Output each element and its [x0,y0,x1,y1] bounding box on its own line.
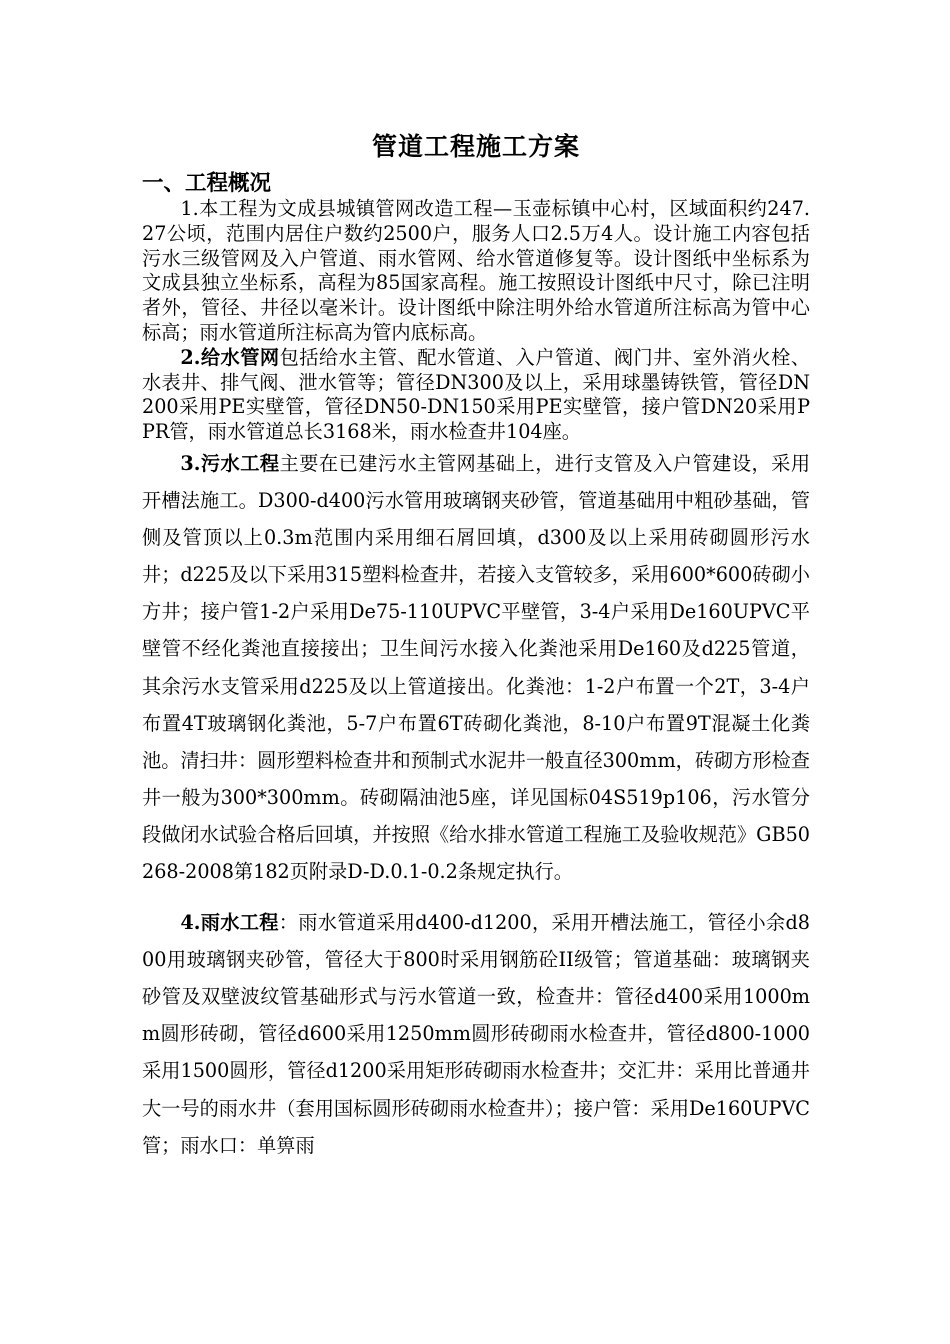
paragraph-rainwater [142,904,810,1164]
sewage-text: 主要在已建污水主管网基础上，进行支管及入户管建设，采用开槽法施工。D300-d400污水管用玻璃钢夹砂管，管道基础用中粗砂基础，管侧及管顶以上0.3m范围内采用细石屑回填，d300及以上采用砖砌圆形污水井；d225及以下采用315塑料检查井，若接入支管较多，采用600*600砖砌小方井；接户管1-2户采用De75-110UPVC平壁管，3-4户采用De160UPVC平壁管不经化粪池直接接出；卫生间污水接入化粪池采用De160及d225管道，其余污水支管采用d225及以上管道接出。化粪池：1-2户布置一个2T，3-4户布置4T玻璃钢化粪池，5-7户布置6T砖砌化粪池，8-10户布置9T混凝土化粪池。清扫井：圆形塑料检查井和预制式水泥井一般直径300mm，砖砌方形检查井一般为300*300mm。砖砌隔油池5座，详见国标04S519p106，污水管分段做闭水试验合格后回填，并按照《给水排水管道工程施工及验收规范》GB50268-2008第182页附录D-D.0.1-0.2条规定执行。 [142,451,811,883]
paragraph-sewage [142,445,810,890]
paragraph-project-overview: 1.本工程为文成县城镇管网改造工程—玉壶标镇中心村，区域面积约247.27公顷，范围内居住户数约2500户，服务人口2.5万4人。设计施工内容包括污水三级管网及入户管道、雨水管网、给水管道修复等。设计图纸中坐标系为文成县独立坐标系，高程为85国家高程。施工按照设计图纸中尺寸，除已注明者外，管径、井径以毫米计。设计图纸中除注明外给水管道所注标高为管中心标高；雨水管道所注标高为管内底标高。 [142,197,810,344]
rainwater-text: ：雨水管道采用d400-d1200，采用开槽法施工，管径小余d800用玻璃钢夹砂管，管径大于800时采用钢筋砼II级管；管道基础：玻璃钢夹砂管及双壁波纹管基础形式与污水管道一致，检查井：管径d400采用1000mm圆形砖砌，管径d600采用1250mm圆形砖砌雨水检查井，管径d800-1000采用1500圆形，管径d1200采用矩形砖砌雨水检查井；交汇井：采用比普通井大一号的雨水井（套用国标圆形砖砌雨水检查井）；接户管：采用De160UPVC管；雨水口：单箅雨 [142,911,811,1157]
water-supply-heading: 2.给水管网 [180,345,280,369]
paragraph-water-supply [142,346,810,445]
document-page [142,130,810,1164]
section-heading-overview: 一、工程概况 [142,171,272,196]
water-supply-text: 包括给水主管、配水管道、入户管道、阀门井、室外消火栓、水表井、排气阀、泄水管等；管径DN300及以上，采用球墨铸铁管，管径DN200采用PE实壁管，管径DN50-DN150采用PE实壁管，接户管DN20采用PPR管，雨水管道总长3168米，雨水检查井104座。 [142,345,811,444]
sewage-heading: 3.污水工程 [180,451,280,475]
document-title: 管道工程施工方案 [371,132,580,161]
rainwater-heading: 4.雨水工程 [180,911,279,935]
